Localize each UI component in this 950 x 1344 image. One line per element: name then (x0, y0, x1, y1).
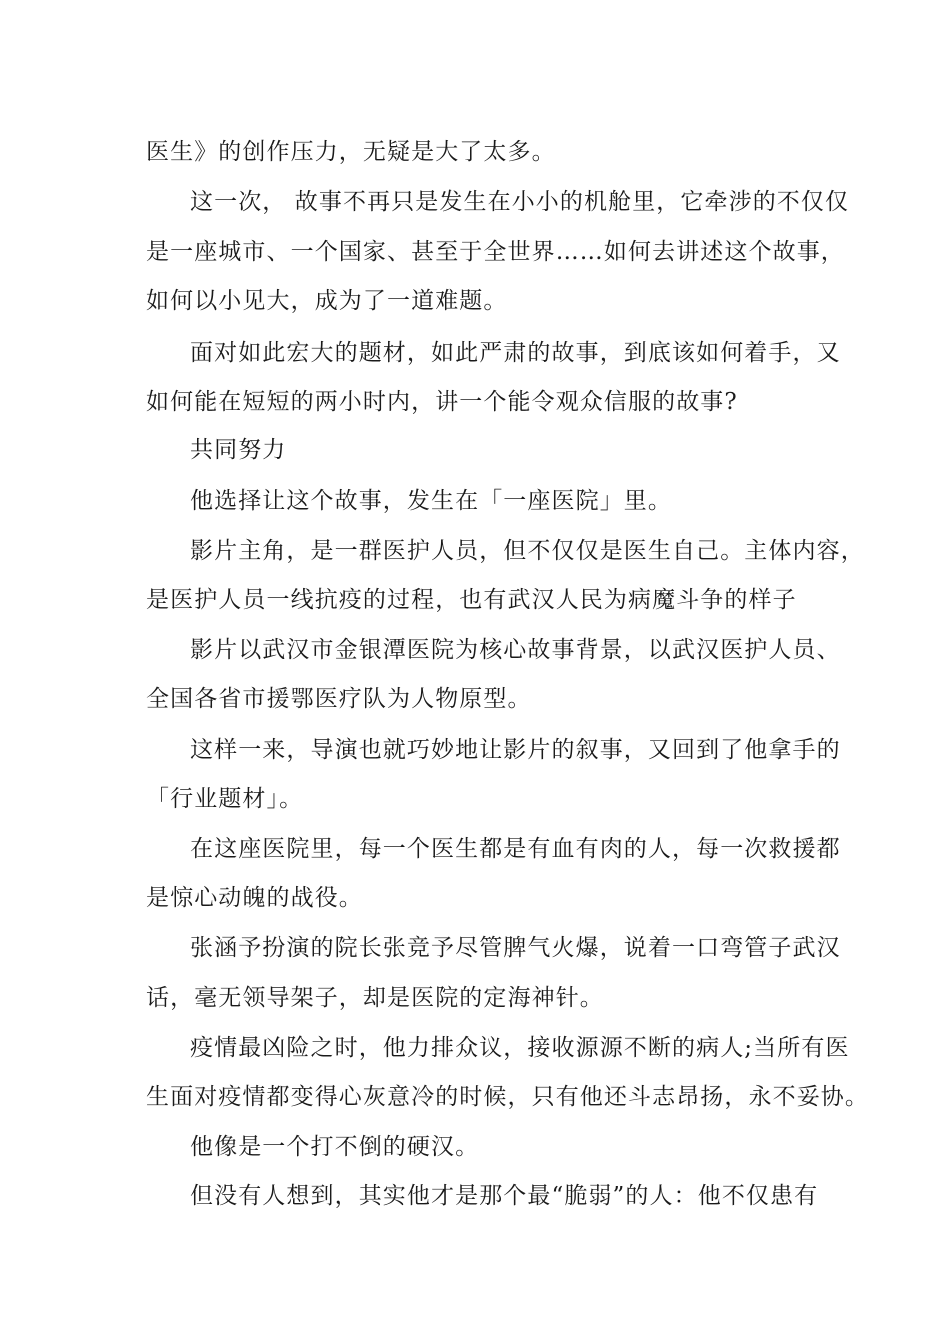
text-line: 面对如此宏大的题材，如此严肃的故事，到底该如何着手，又 (190, 340, 841, 366)
text-line: 影片以武汉市金银潭医院为核心故事背景，以武汉医护人员、 (190, 637, 841, 663)
text-line: 是医护人员一线抗疫的过程，也有武汉人民为病魔斗争的样子 (146, 587, 797, 613)
text-line: 是惊心动魄的战役。 (146, 885, 363, 911)
text-line: 医生》的创作压力，无疑是大了太多。 (146, 139, 556, 165)
text-line: 如何能在短短的两小时内，讲一个能令观众信服的故事? (146, 389, 738, 415)
text-line: 影片主角，是一群医护人员，但不仅仅是医生自己。主体内容， (190, 538, 865, 564)
text-line: 如何以小见大，成为了一道难题。 (146, 288, 508, 314)
text-line: 但没有人想到，其实他才是那个最“脆弱”的人：他不仅患有 (190, 1183, 819, 1209)
text-line: 在这座医院里，每一个医生都是有血有肉的人，每一次救援都 (190, 836, 841, 862)
text-line: 全国各省市援鄂医疗队为人物原型。 (146, 686, 532, 712)
text-line: 这一次， 故事不再只是发生在小小的机舱里，它牵涉的不仅仅 (190, 189, 850, 215)
section-heading: 共同努力 (190, 437, 287, 463)
text-line: 疫情最凶险之时，他力排众议，接收源源不断的病人;当所有医 (190, 1035, 850, 1061)
text-line: 张涵予扮演的院长张竞予尽管脾气火爆，说着一口弯管子武汉 (190, 935, 841, 961)
text-line: 是一座城市、一个国家、甚至于全世界……如何去讲述这个故事， (146, 239, 845, 265)
text-line: 这样一来，导演也就巧妙地让影片的叙事，又回到了他拿手的 (190, 737, 841, 763)
text-line: 生面对疫情都变得心灰意冷的时候，只有他还斗志昂扬，永不妥协。 (146, 1084, 869, 1110)
text-line: 他像是一个打不倒的硬汉。 (190, 1134, 480, 1160)
text-line: 话，毫无领导架子，却是医院的定海神针。 (146, 985, 604, 1011)
text-line: 「行业题材」。 (146, 786, 304, 812)
text-line: 他选择让这个故事，发生在「一座医院」里。 (190, 488, 672, 514)
